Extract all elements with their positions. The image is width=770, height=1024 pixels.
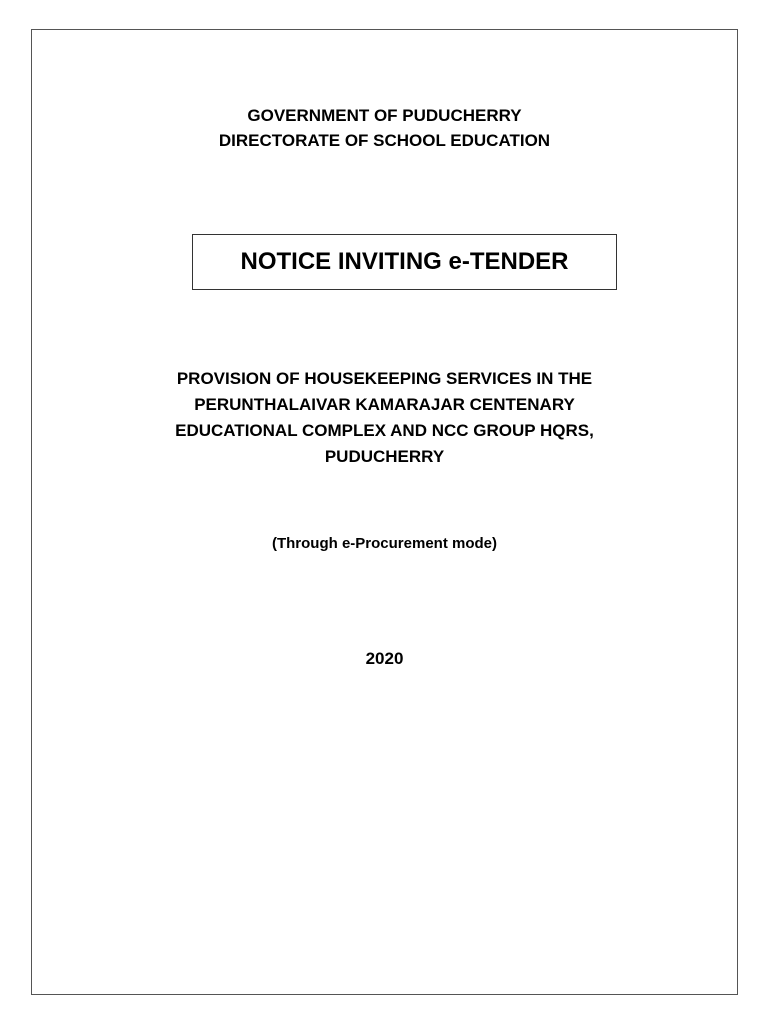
directorate-name: DIRECTORATE OF SCHOOL EDUCATION: [218, 131, 551, 150]
procurement-mode: (Through e-Procurement mode): [271, 535, 497, 552]
subject-line: EDUCATIONAL COMPLEX AND NCC GROUP HQRS,: [175, 421, 594, 440]
tender-subject: [31, 366, 738, 470]
notice-title: NOTICE INVITING e-TENDER: [240, 248, 569, 275]
document-header: [31, 103, 738, 153]
page-border: [31, 29, 738, 995]
subject-line: PERUNTHALAIVAR KAMARAJAR CENTENARY: [194, 395, 575, 414]
subject-line: PROVISION OF HOUSEKEEPING SERVICES IN THE: [176, 369, 593, 388]
government-name: GOVERNMENT OF PUDUCHERRY: [247, 106, 522, 125]
notice-title-box: [192, 234, 617, 290]
tender-year: 2020: [365, 649, 404, 668]
subject-line: PUDUCHERRY: [324, 447, 445, 466]
